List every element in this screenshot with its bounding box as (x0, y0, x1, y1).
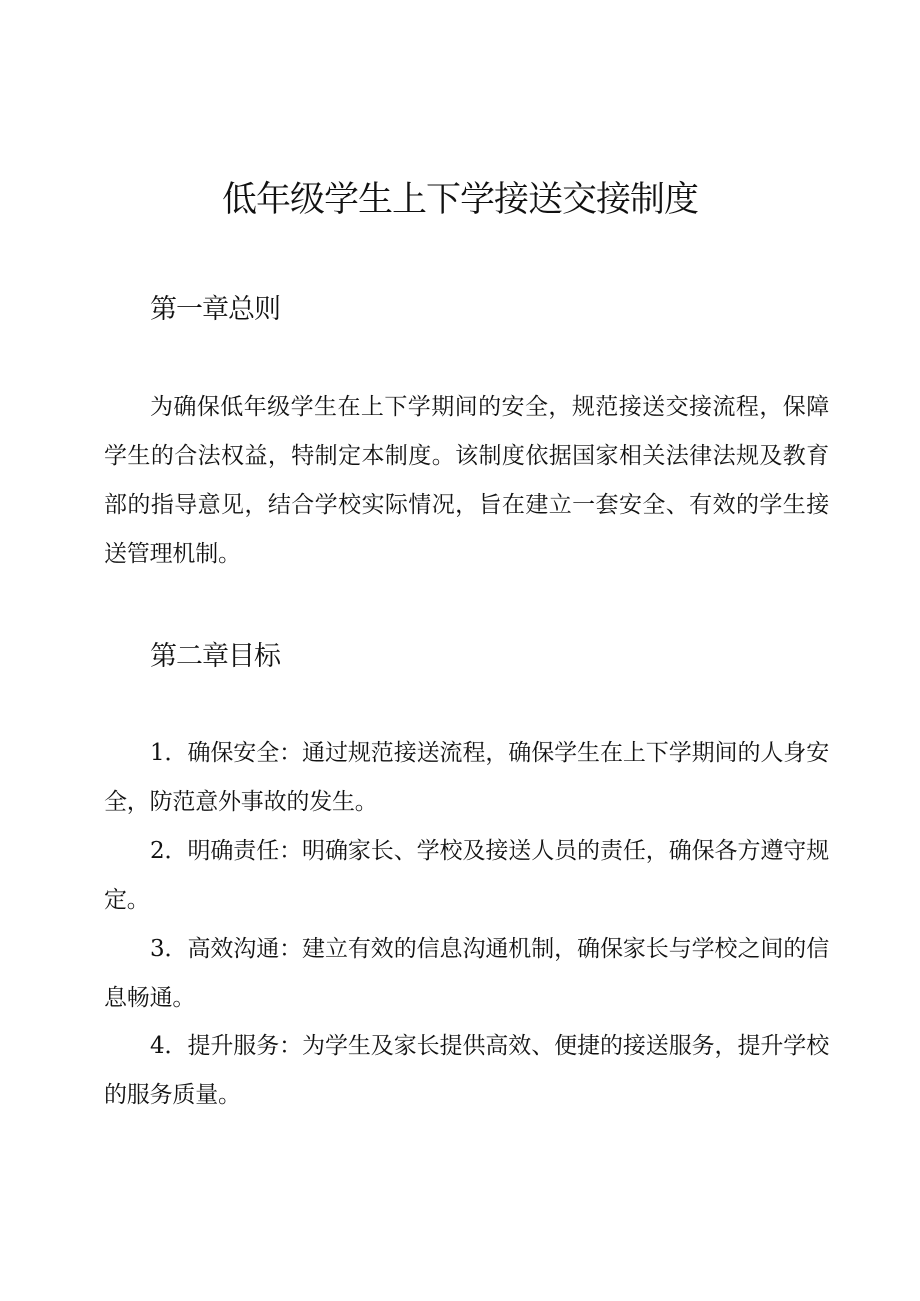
goal-item-1 (104, 729, 829, 827)
goal-item-number: 1． (150, 740, 188, 766)
goal-item-text: 提升服务：为学生及家长提供高效、便捷的接送服务，提升学校的服务质量。 (104, 1033, 829, 1108)
goal-item-text: 明确责任：明确家长、学校及接送人员的责任，确保各方遵守规定。 (104, 838, 829, 913)
goal-item-text: 高效沟通：建立有效的信息沟通机制，确保家长与学校之间的信息畅通。 (104, 936, 829, 1011)
chapter-1-paragraph: 为确保低年级学生在上下学期间的安全，规范接送交接流程，保障学生的合法权益，特制定本制度。该制度依据国家相关法律法规及教育部的指导意见，结合学校实际情况，旨在建立一套安全、有效的学生接送管理机制。 (104, 394, 829, 567)
goal-item-4 (104, 1022, 829, 1120)
goal-item-3 (104, 925, 829, 1023)
goal-item-text: 确保安全：通过规范接送流程，确保学生在上下学期间的人身安全，防范意外事故的发生。 (104, 740, 829, 815)
goal-item-number: 4． (150, 1033, 188, 1059)
chapter-2-heading: 第二章目标 (150, 641, 280, 672)
document-title: 低年级学生上下学接送交接制度 (221, 180, 698, 220)
goal-item-number: 3． (150, 936, 188, 962)
goal-item-number: 2． (150, 838, 188, 864)
chapter-1-heading: 第一章总则 (150, 294, 280, 325)
goal-item-2 (104, 827, 829, 925)
